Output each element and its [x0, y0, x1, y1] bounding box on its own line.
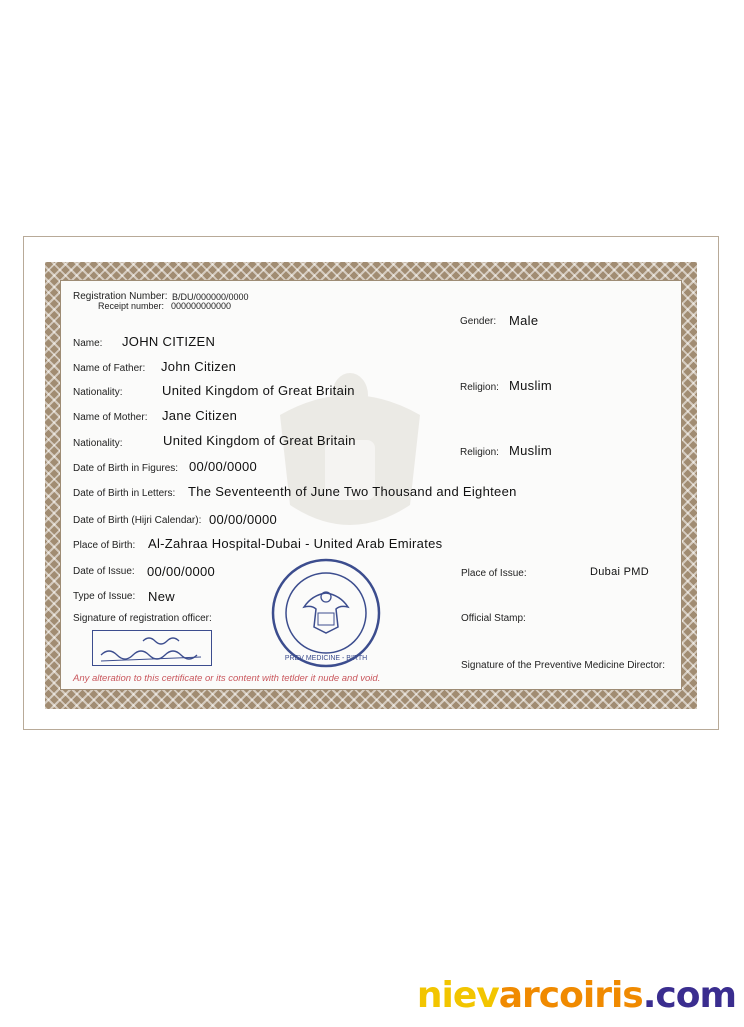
sig-director-label: Signature of the Preventive Medicine Director: — [461, 660, 665, 671]
religion1-value: Muslim — [509, 378, 552, 393]
official-stamp-label: Official Stamp: — [461, 613, 526, 624]
dob-letters-value: The Seventeenth of June Two Thousand and Eighteen — [188, 484, 517, 499]
place-birth-label: Place of Birth: — [73, 540, 136, 551]
site-watermark — [417, 975, 736, 1016]
father-label: Name of Father: — [73, 363, 146, 374]
gender-value: Male — [509, 313, 539, 328]
religion2-value: Muslim — [509, 443, 552, 458]
sig-officer-label: Signature of registration officer: — [73, 613, 212, 624]
watermark-part-3: .com — [642, 975, 736, 1016]
watermark-part-2: arcoiris — [498, 975, 643, 1016]
place-issue-label: Place of Issue: — [461, 568, 527, 579]
officer-signature-stamp — [92, 630, 212, 666]
registration-label: Registration Number: — [73, 291, 168, 302]
religion2-label: Religion: — [460, 447, 499, 458]
nationality1-value: United Kingdom of Great Britain — [162, 383, 355, 398]
place-issue-value: Dubai PMD — [590, 566, 649, 578]
date-issue-label: Date of Issue: — [73, 566, 135, 577]
type-issue-value: New — [148, 589, 175, 604]
registration-value: B/DU/000000/0000 — [172, 292, 249, 302]
father-value: John Citizen — [161, 359, 237, 374]
receipt-value: 000000000000 — [171, 301, 232, 311]
gender-label: Gender: — [460, 316, 497, 327]
watermark-part-1: niev — [416, 975, 499, 1016]
dob-figures-value: 00/00/0000 — [189, 459, 258, 474]
name-label: Name: — [73, 338, 103, 349]
date-issue-value: 00/00/0000 — [147, 564, 216, 579]
place-birth-value: Al-Zahraa Hospital-Dubai - United Arab Emirates — [148, 536, 443, 551]
nationality1-label: Nationality: — [73, 387, 123, 398]
official-seal-icon — [270, 557, 382, 669]
religion1-label: Religion: — [460, 382, 499, 393]
receipt-label: Receipt number: — [98, 301, 165, 311]
type-issue-label: Type of Issue: — [73, 591, 136, 602]
seal-text: PREV MEDICINE - BIRTH — [284, 655, 368, 662]
mother-label: Name of Mother: — [73, 412, 148, 423]
dob-letters-label: Date of Birth in Letters: — [73, 488, 176, 499]
nationality2-label: Nationality: — [73, 438, 123, 449]
dob-figures-label: Date of Birth in Figures: — [73, 463, 179, 474]
nationality2-value: United Kingdom of Great Britain — [163, 433, 356, 448]
signature-scribble-icon — [93, 631, 211, 665]
dob-hijri-label: Date of Birth (Hijri Calendar): — [73, 515, 202, 526]
alteration-note: Any alteration to this certificate or its content with tetlder it nude and void. — [73, 673, 381, 684]
name-value: JOHN CITIZEN — [122, 334, 216, 349]
dob-hijri-value: 00/00/0000 — [209, 512, 278, 527]
mother-value: Jane Citizen — [162, 408, 238, 423]
